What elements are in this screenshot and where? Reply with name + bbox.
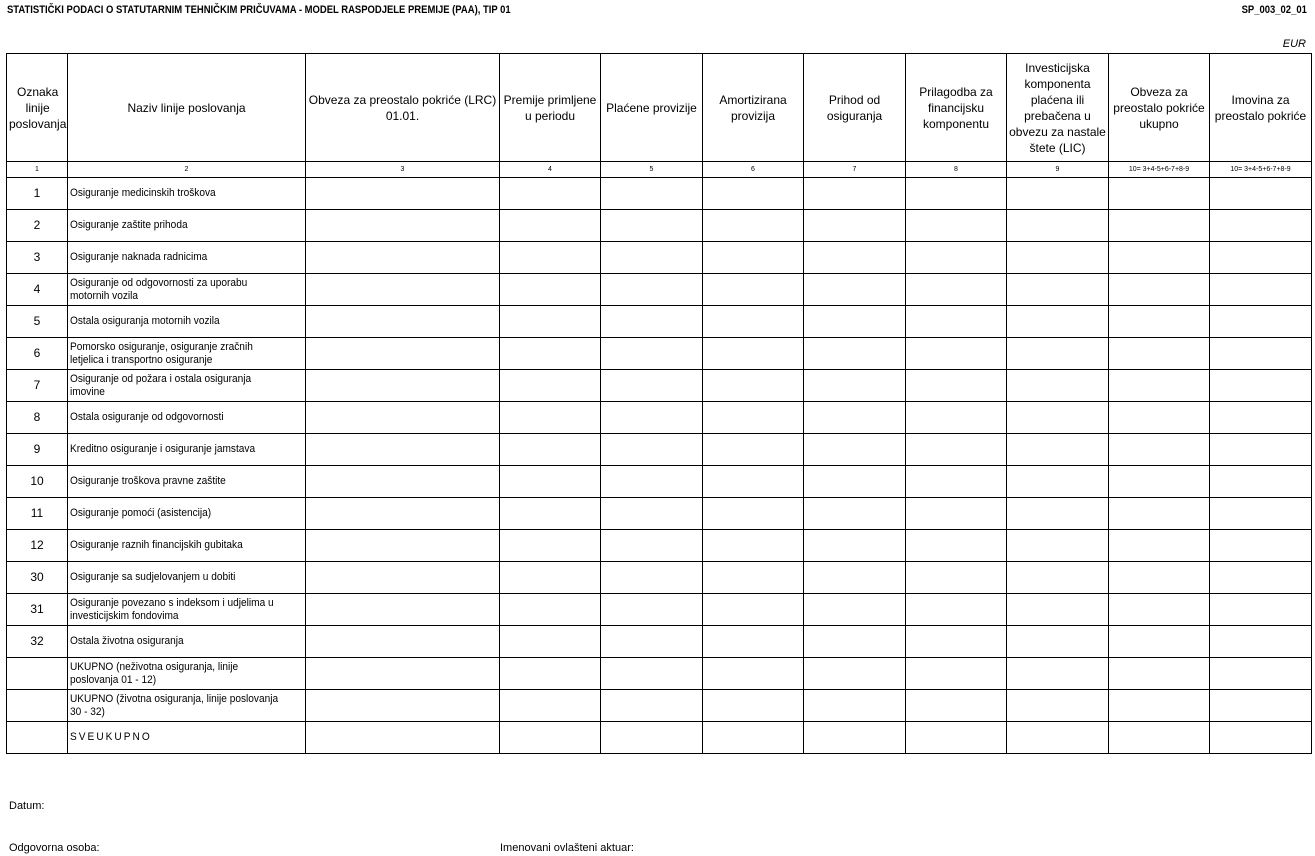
value-cell[interactable] bbox=[601, 178, 703, 210]
value-cell[interactable] bbox=[1210, 274, 1312, 306]
value-cell[interactable] bbox=[306, 658, 500, 690]
line-of-business-name-text: Ostala životna osiguranja bbox=[70, 635, 184, 647]
value-cell[interactable] bbox=[601, 626, 703, 658]
value-cell[interactable] bbox=[1109, 690, 1210, 722]
value-cell[interactable] bbox=[601, 434, 703, 466]
value-cell[interactable] bbox=[1007, 722, 1109, 754]
value-cell[interactable] bbox=[1109, 498, 1210, 530]
appointed-actuary-label: Imenovani ovlašteni aktuar: bbox=[500, 842, 634, 854]
value-cell[interactable] bbox=[1109, 626, 1210, 658]
value-cell[interactable] bbox=[804, 402, 906, 434]
table-row bbox=[7, 434, 1312, 466]
table-row bbox=[7, 498, 1312, 530]
value-cell[interactable] bbox=[306, 274, 500, 306]
value-cell[interactable] bbox=[1007, 690, 1109, 722]
column-header-8 bbox=[906, 54, 1007, 162]
value-cell[interactable] bbox=[306, 402, 500, 434]
value-cell[interactable] bbox=[601, 242, 703, 274]
value-cell[interactable] bbox=[1210, 722, 1312, 754]
value-cell[interactable] bbox=[500, 402, 601, 434]
value-cell[interactable] bbox=[306, 306, 500, 338]
value-cell[interactable] bbox=[906, 306, 1007, 338]
value-cell[interactable] bbox=[500, 370, 601, 402]
report-title: STATISTIČKI PODACI O STATUTARNIM TEHNIČKIM PRIČUVAMA - MODEL RASPODJELE PREMIJE (PAA), TIP 01 bbox=[7, 4, 511, 16]
value-cell[interactable] bbox=[804, 338, 906, 370]
value-cell[interactable] bbox=[804, 434, 906, 466]
line-of-business-code: 5 bbox=[7, 306, 68, 338]
value-cell[interactable] bbox=[804, 498, 906, 530]
value-cell[interactable] bbox=[1210, 498, 1312, 530]
value-cell[interactable] bbox=[1007, 562, 1109, 594]
table-row bbox=[7, 402, 1312, 434]
value-cell[interactable] bbox=[703, 210, 804, 242]
value-cell[interactable] bbox=[306, 530, 500, 562]
value-cell[interactable] bbox=[1210, 402, 1312, 434]
column-number: 4 bbox=[500, 162, 601, 178]
value-cell[interactable] bbox=[1109, 594, 1210, 626]
value-cell[interactable] bbox=[703, 498, 804, 530]
column-header-label: Imovina za preostalo pokriće bbox=[1214, 92, 1307, 123]
value-cell[interactable] bbox=[1007, 210, 1109, 242]
column-number: 9 bbox=[1007, 162, 1109, 178]
value-cell[interactable] bbox=[906, 178, 1007, 210]
value-cell[interactable] bbox=[906, 722, 1007, 754]
value-cell[interactable] bbox=[1007, 498, 1109, 530]
value-cell[interactable] bbox=[1109, 434, 1210, 466]
column-number: 2 bbox=[68, 162, 306, 178]
line-of-business-name-text: Pomorsko osiguranje, osiguranje zračnih letjelica i transportno osiguranje bbox=[70, 340, 253, 366]
line-of-business-name-text: SVEUKUPNO bbox=[70, 731, 152, 743]
value-cell[interactable] bbox=[500, 530, 601, 562]
line-of-business-code: 3 bbox=[7, 242, 68, 274]
value-cell[interactable] bbox=[500, 274, 601, 306]
value-cell[interactable] bbox=[306, 626, 500, 658]
value-cell[interactable] bbox=[1007, 306, 1109, 338]
column-header-label: Prihod od osiguranja bbox=[826, 92, 883, 123]
line-of-business-code: 8 bbox=[7, 402, 68, 434]
value-cell[interactable] bbox=[601, 338, 703, 370]
value-cell[interactable] bbox=[1210, 530, 1312, 562]
value-cell[interactable] bbox=[500, 338, 601, 370]
column-header-10 bbox=[1109, 54, 1210, 162]
value-cell[interactable] bbox=[906, 210, 1007, 242]
value-cell[interactable] bbox=[306, 338, 500, 370]
column-header-5 bbox=[601, 54, 703, 162]
value-cell[interactable] bbox=[1109, 562, 1210, 594]
line-of-business-code: 1 bbox=[7, 178, 68, 210]
value-cell[interactable] bbox=[601, 498, 703, 530]
table-body bbox=[7, 178, 1312, 754]
value-cell[interactable] bbox=[906, 626, 1007, 658]
value-cell[interactable] bbox=[804, 466, 906, 498]
line-of-business-name bbox=[68, 210, 306, 242]
value-cell[interactable] bbox=[804, 370, 906, 402]
value-cell[interactable] bbox=[306, 242, 500, 274]
line-of-business-name-text: Osiguranje raznih financijskih gubitaka bbox=[70, 539, 243, 551]
value-cell[interactable] bbox=[1210, 434, 1312, 466]
value-cell[interactable] bbox=[906, 434, 1007, 466]
value-cell[interactable] bbox=[306, 178, 500, 210]
value-cell[interactable] bbox=[601, 306, 703, 338]
value-cell[interactable] bbox=[601, 530, 703, 562]
value-cell[interactable] bbox=[1109, 658, 1210, 690]
line-of-business-code: 10 bbox=[7, 466, 68, 498]
column-header-label: Plaćene provizije bbox=[606, 100, 697, 115]
value-cell[interactable] bbox=[1210, 626, 1312, 658]
value-cell[interactable] bbox=[1109, 530, 1210, 562]
line-of-business-code bbox=[7, 722, 68, 754]
header-row bbox=[7, 54, 1312, 162]
column-header-1 bbox=[7, 54, 68, 162]
table-row bbox=[7, 306, 1312, 338]
value-cell[interactable] bbox=[500, 626, 601, 658]
line-of-business-name bbox=[68, 338, 306, 370]
column-number: 1 bbox=[7, 162, 68, 178]
value-cell[interactable] bbox=[906, 690, 1007, 722]
value-cell[interactable] bbox=[804, 274, 906, 306]
value-cell[interactable] bbox=[1210, 370, 1312, 402]
table-row bbox=[7, 626, 1312, 658]
line-of-business-name-text: Kreditno osiguranje i osiguranje jamstava bbox=[70, 443, 256, 455]
line-of-business-name bbox=[68, 178, 306, 210]
value-cell[interactable] bbox=[1007, 594, 1109, 626]
line-of-business-name-text: Osiguranje naknada radnicima bbox=[70, 251, 208, 263]
date-label: Datum: bbox=[9, 800, 45, 812]
column-number-row bbox=[7, 162, 1312, 178]
currency-label: EUR bbox=[1282, 38, 1306, 50]
value-cell[interactable] bbox=[906, 562, 1007, 594]
value-cell[interactable] bbox=[306, 562, 500, 594]
value-cell[interactable] bbox=[804, 210, 906, 242]
column-number: 8 bbox=[906, 162, 1007, 178]
value-cell[interactable] bbox=[1109, 402, 1210, 434]
line-of-business-name-text: Osiguranje od požara i ostala osiguranja imovine bbox=[70, 372, 252, 398]
value-cell[interactable] bbox=[306, 434, 500, 466]
value-cell[interactable] bbox=[601, 594, 703, 626]
table-row bbox=[7, 210, 1312, 242]
value-cell[interactable] bbox=[1109, 466, 1210, 498]
value-cell[interactable] bbox=[1109, 722, 1210, 754]
line-of-business-name bbox=[68, 626, 306, 658]
column-header-label: Amortizirana provizija bbox=[719, 92, 787, 123]
value-cell[interactable] bbox=[601, 370, 703, 402]
value-cell[interactable] bbox=[601, 274, 703, 306]
value-cell[interactable] bbox=[1109, 242, 1210, 274]
value-cell[interactable] bbox=[1007, 370, 1109, 402]
table-row bbox=[7, 242, 1312, 274]
value-cell[interactable] bbox=[804, 178, 906, 210]
value-cell[interactable] bbox=[703, 306, 804, 338]
line-of-business-name bbox=[68, 402, 306, 434]
line-of-business-code: 12 bbox=[7, 530, 68, 562]
value-cell[interactable] bbox=[906, 498, 1007, 530]
value-cell[interactable] bbox=[500, 658, 601, 690]
value-cell[interactable] bbox=[906, 466, 1007, 498]
column-header-label: Obveza za preostalo pokriće (LRC) 01.01. bbox=[308, 92, 497, 123]
line-of-business-name-text: Osiguranje medicinskih troškova bbox=[70, 187, 216, 199]
value-cell[interactable] bbox=[1007, 658, 1109, 690]
column-number: 7 bbox=[804, 162, 906, 178]
value-cell[interactable] bbox=[703, 690, 804, 722]
value-cell[interactable] bbox=[703, 658, 804, 690]
column-header-3 bbox=[306, 54, 500, 162]
line-of-business-name-text: UKUPNO (životna osiguranja, linije poslovanja 30 - 32) bbox=[70, 692, 279, 718]
value-cell[interactable] bbox=[906, 370, 1007, 402]
column-header-label: Oznaka linije poslovanja bbox=[9, 84, 67, 131]
line-of-business-name bbox=[68, 658, 306, 690]
value-cell[interactable] bbox=[306, 498, 500, 530]
value-cell[interactable] bbox=[306, 722, 500, 754]
column-number: 5 bbox=[601, 162, 703, 178]
value-cell[interactable] bbox=[306, 210, 500, 242]
line-of-business-name-text: Osiguranje pomoći (asistencija) bbox=[70, 507, 212, 519]
table-row bbox=[7, 690, 1312, 722]
value-cell[interactable] bbox=[703, 274, 804, 306]
value-cell[interactable] bbox=[306, 690, 500, 722]
line-of-business-code: 4 bbox=[7, 274, 68, 306]
line-of-business-name-text: UKUPNO (neživotna osiguranja, linije poslovanja 01 - 12) bbox=[70, 660, 239, 686]
value-cell[interactable] bbox=[804, 594, 906, 626]
line-of-business-name bbox=[68, 530, 306, 562]
column-header-7 bbox=[804, 54, 906, 162]
value-cell[interactable] bbox=[1109, 210, 1210, 242]
value-cell[interactable] bbox=[703, 370, 804, 402]
value-cell[interactable] bbox=[1109, 306, 1210, 338]
value-cell[interactable] bbox=[703, 466, 804, 498]
column-header-label: Obveza za preostalo pokriće ukupno bbox=[1113, 84, 1205, 131]
value-cell[interactable] bbox=[1210, 658, 1312, 690]
line-of-business-name bbox=[68, 594, 306, 626]
value-cell[interactable] bbox=[306, 466, 500, 498]
value-cell[interactable] bbox=[703, 594, 804, 626]
value-cell[interactable] bbox=[703, 402, 804, 434]
value-cell[interactable] bbox=[703, 722, 804, 754]
value-cell[interactable] bbox=[1007, 466, 1109, 498]
value-cell[interactable] bbox=[703, 338, 804, 370]
column-header-2 bbox=[68, 54, 306, 162]
line-of-business-code bbox=[7, 658, 68, 690]
line-of-business-code: 32 bbox=[7, 626, 68, 658]
line-of-business-code: 31 bbox=[7, 594, 68, 626]
value-cell[interactable] bbox=[906, 530, 1007, 562]
value-cell[interactable] bbox=[500, 562, 601, 594]
value-cell[interactable] bbox=[804, 530, 906, 562]
column-number: 3 bbox=[306, 162, 500, 178]
value-cell[interactable] bbox=[601, 722, 703, 754]
line-of-business-name-text: Osiguranje sa sudjelovanjem u dobiti bbox=[70, 571, 236, 583]
value-cell[interactable] bbox=[306, 594, 500, 626]
table-row bbox=[7, 370, 1312, 402]
table-row bbox=[7, 530, 1312, 562]
line-of-business-name bbox=[68, 722, 306, 754]
line-of-business-code: 7 bbox=[7, 370, 68, 402]
value-cell[interactable] bbox=[500, 466, 601, 498]
value-cell[interactable] bbox=[906, 402, 1007, 434]
value-cell[interactable] bbox=[500, 594, 601, 626]
value-cell[interactable] bbox=[906, 658, 1007, 690]
column-header-label: Naziv linije poslovanja bbox=[127, 100, 246, 115]
line-of-business-name bbox=[68, 274, 306, 306]
value-cell[interactable] bbox=[1109, 274, 1210, 306]
column-header-9 bbox=[1007, 54, 1109, 162]
responsible-person-label: Odgovorna osoba: bbox=[9, 842, 100, 854]
line-of-business-name-text: Ostala osiguranja motornih vozila bbox=[70, 315, 220, 327]
line-of-business-name-text: Osiguranje povezano s indeksom i udjelima u investicijskim fondovima bbox=[70, 596, 274, 622]
table-row bbox=[7, 658, 1312, 690]
line-of-business-name bbox=[68, 562, 306, 594]
value-cell[interactable] bbox=[804, 690, 906, 722]
value-cell[interactable] bbox=[804, 306, 906, 338]
column-number: 10= 3+4-5+6-7+8-9 bbox=[1109, 162, 1210, 178]
value-cell[interactable] bbox=[601, 466, 703, 498]
value-cell[interactable] bbox=[703, 178, 804, 210]
line-of-business-name-text: Osiguranje od odgovornosti za uporabu motornih vozila bbox=[70, 276, 248, 302]
line-of-business-name bbox=[68, 690, 306, 722]
value-cell[interactable] bbox=[1210, 242, 1312, 274]
line-of-business-code: 11 bbox=[7, 498, 68, 530]
value-cell[interactable] bbox=[1007, 530, 1109, 562]
column-number: 6 bbox=[703, 162, 804, 178]
value-cell[interactable] bbox=[703, 562, 804, 594]
column-header-11 bbox=[1210, 54, 1312, 162]
value-cell[interactable] bbox=[1210, 338, 1312, 370]
value-cell[interactable] bbox=[1007, 434, 1109, 466]
value-cell[interactable] bbox=[804, 658, 906, 690]
value-cell[interactable] bbox=[601, 658, 703, 690]
value-cell[interactable] bbox=[1109, 370, 1210, 402]
value-cell[interactable] bbox=[703, 434, 804, 466]
value-cell[interactable] bbox=[703, 242, 804, 274]
value-cell[interactable] bbox=[601, 210, 703, 242]
value-cell[interactable] bbox=[500, 210, 601, 242]
value-cell[interactable] bbox=[1210, 210, 1312, 242]
table-row bbox=[7, 466, 1312, 498]
column-header-label: Prilagodba za financijsku komponentu bbox=[919, 84, 993, 131]
table-row bbox=[7, 178, 1312, 210]
value-cell[interactable] bbox=[1007, 626, 1109, 658]
column-header-4 bbox=[500, 54, 601, 162]
line-of-business-code: 6 bbox=[7, 338, 68, 370]
value-cell[interactable] bbox=[703, 626, 804, 658]
value-cell[interactable] bbox=[804, 242, 906, 274]
value-cell[interactable] bbox=[1210, 690, 1312, 722]
value-cell[interactable] bbox=[500, 498, 601, 530]
value-cell[interactable] bbox=[601, 402, 703, 434]
line-of-business-name bbox=[68, 306, 306, 338]
value-cell[interactable] bbox=[1007, 402, 1109, 434]
line-of-business-name-text: Ostala osiguranje od odgovornosti bbox=[70, 411, 224, 423]
value-cell[interactable] bbox=[601, 562, 703, 594]
value-cell[interactable] bbox=[500, 434, 601, 466]
table-row bbox=[7, 338, 1312, 370]
line-of-business-name bbox=[68, 370, 306, 402]
value-cell[interactable] bbox=[703, 530, 804, 562]
line-of-business-name bbox=[68, 466, 306, 498]
value-cell[interactable] bbox=[1210, 306, 1312, 338]
line-of-business-code bbox=[7, 690, 68, 722]
value-cell[interactable] bbox=[1007, 338, 1109, 370]
line-of-business-name bbox=[68, 242, 306, 274]
value-cell[interactable] bbox=[804, 626, 906, 658]
line-of-business-name-text: Osiguranje troškova pravne zaštite bbox=[70, 475, 226, 487]
line-of-business-code: 2 bbox=[7, 210, 68, 242]
line-of-business-name bbox=[68, 498, 306, 530]
value-cell[interactable] bbox=[1007, 178, 1109, 210]
value-cell[interactable] bbox=[601, 690, 703, 722]
value-cell[interactable] bbox=[906, 242, 1007, 274]
report-code: SP_003_02_01 bbox=[1241, 4, 1307, 16]
value-cell[interactable] bbox=[804, 562, 906, 594]
value-cell[interactable] bbox=[1109, 338, 1210, 370]
column-header-6 bbox=[703, 54, 804, 162]
table-row bbox=[7, 562, 1312, 594]
value-cell[interactable] bbox=[906, 594, 1007, 626]
value-cell[interactable] bbox=[500, 306, 601, 338]
value-cell[interactable] bbox=[1210, 562, 1312, 594]
value-cell[interactable] bbox=[906, 338, 1007, 370]
line-of-business-code: 30 bbox=[7, 562, 68, 594]
line-of-business-code: 9 bbox=[7, 434, 68, 466]
value-cell[interactable] bbox=[500, 690, 601, 722]
value-cell[interactable] bbox=[1007, 274, 1109, 306]
value-cell[interactable] bbox=[306, 370, 500, 402]
statistics-table bbox=[6, 53, 1312, 754]
value-cell[interactable] bbox=[500, 242, 601, 274]
value-cell[interactable] bbox=[1210, 594, 1312, 626]
column-number: 10= 3+4-5+6-7+8-9 bbox=[1210, 162, 1312, 178]
table-row bbox=[7, 274, 1312, 306]
line-of-business-name-text: Osiguranje zaštite prihoda bbox=[70, 219, 188, 231]
value-cell[interactable] bbox=[500, 722, 601, 754]
table-row bbox=[7, 594, 1312, 626]
value-cell[interactable] bbox=[500, 178, 601, 210]
line-of-business-name bbox=[68, 434, 306, 466]
value-cell[interactable] bbox=[1210, 178, 1312, 210]
table-row bbox=[7, 722, 1312, 754]
value-cell[interactable] bbox=[1109, 178, 1210, 210]
value-cell[interactable] bbox=[804, 722, 906, 754]
value-cell[interactable] bbox=[1210, 466, 1312, 498]
column-header-label: Investicijska komponenta plaćena ili prebačena u obvezu za nastale štete (LIC) bbox=[1009, 60, 1106, 155]
value-cell[interactable] bbox=[1007, 242, 1109, 274]
column-header-label: Premije primljene u periodu bbox=[503, 92, 597, 123]
value-cell[interactable] bbox=[906, 274, 1007, 306]
